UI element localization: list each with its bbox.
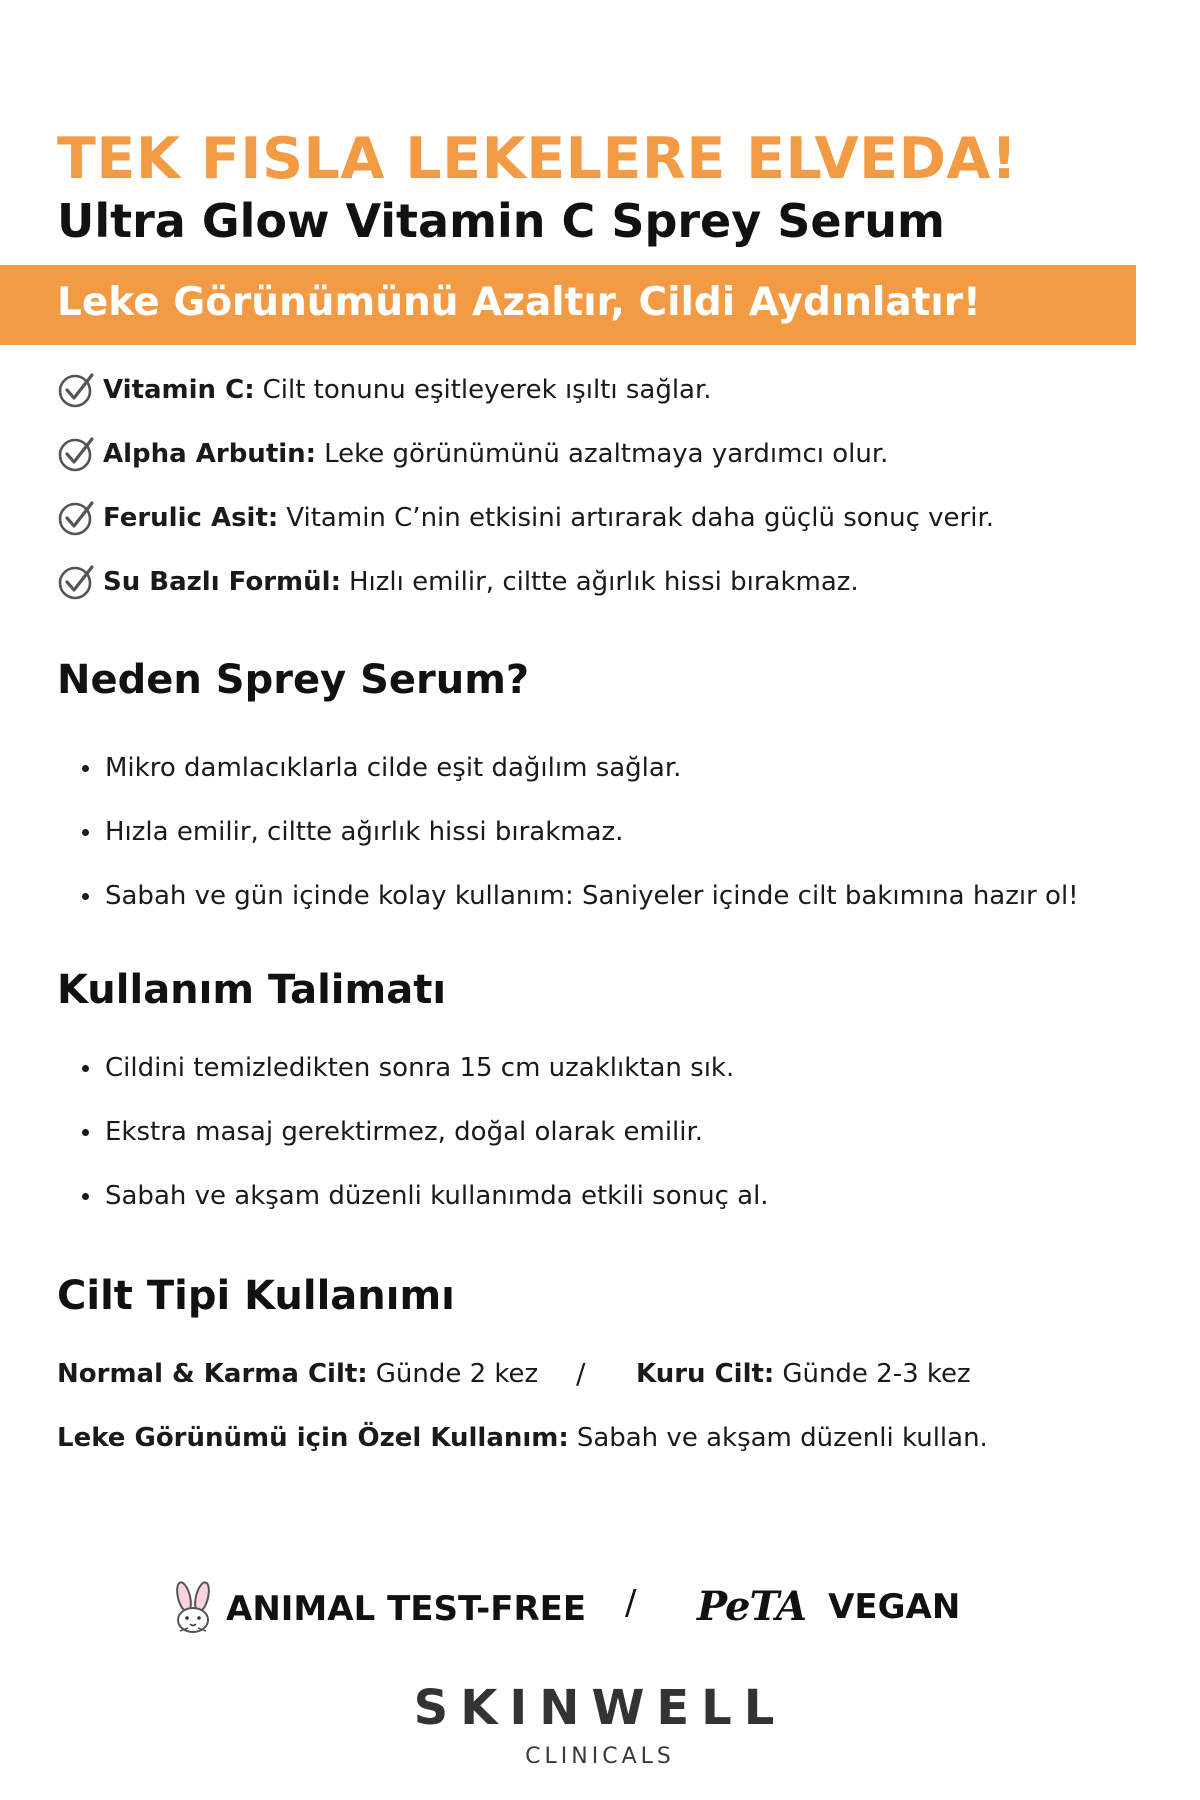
- bullet-dot: [82, 1193, 89, 1200]
- feature-label: Ferulic Asit:: [103, 503, 279, 533]
- feature-item: [57, 493, 994, 543]
- bullet-dot: [82, 765, 89, 772]
- animal-test-free-text: ANIMAL TEST-FREE: [226, 1589, 587, 1629]
- section-title-why-spray: Neden Sprey Serum?: [57, 657, 530, 703]
- peta-logo: PeTA: [697, 1583, 807, 1630]
- list-item: [82, 881, 1079, 911]
- peta-vegan-badge: [697, 1583, 960, 1630]
- feature-item: [57, 557, 859, 607]
- feature-label: Vitamin C:: [103, 375, 255, 405]
- brand-sub: CLINICALS: [525, 1744, 675, 1769]
- check-circle-icon: [57, 370, 97, 410]
- feature-text: Vitamin C’nin etkisini artırarak daha güçlü sonuç verir.: [286, 503, 995, 533]
- feature-text: Leke görünümünü azaltmaya yardımcı olur.: [324, 439, 889, 469]
- vegan-text: VEGAN: [828, 1586, 961, 1627]
- bullet-dot: [82, 1129, 89, 1136]
- headline: TEK FISLA LEKELERE ELVEDA!: [57, 126, 1018, 192]
- list-item-text: Hızla emilir, ciltte ağırlık hissi bırakmaz.: [105, 817, 624, 847]
- bullet-dot: [82, 829, 89, 836]
- check-circle-icon: [57, 562, 97, 602]
- list-item-text: Sabah ve akşam düzenli kullanımda etkili sonuç al.: [105, 1181, 769, 1211]
- usage-label: Leke Görünümü için Özel Kullanım:: [57, 1423, 569, 1453]
- usage-label: Kuru Cilt:: [636, 1359, 775, 1389]
- feature-label: Alpha Arbutin:: [103, 439, 317, 469]
- product-name: Ultra Glow Vitamin C Sprey Serum: [57, 194, 945, 248]
- list-item-text: Ekstra masaj gerektirmez, doğal olarak emilir.: [105, 1117, 704, 1147]
- list-item: [82, 753, 681, 783]
- separator: /: [576, 1357, 586, 1390]
- certification-badges: [0, 1577, 1200, 1641]
- section-title-skin-type: Cilt Tipi Kullanımı: [57, 1273, 455, 1319]
- bunny-icon: [168, 1581, 220, 1637]
- feature-text: Hızlı emilir, ciltte ağırlık hissi bırakmaz.: [348, 567, 859, 597]
- usage-label: Normal & Karma Cilt:: [57, 1359, 368, 1389]
- bullet-dot: [82, 1065, 89, 1072]
- list-item-text: Sabah ve gün içinde kolay kullanım: Saniyeler içinde cilt bakımına hazır ol!: [105, 881, 1079, 911]
- check-circle-icon: [57, 434, 97, 474]
- list-item: [82, 817, 623, 847]
- feature-item: [57, 429, 888, 479]
- animal-test-free-badge: [168, 1581, 586, 1637]
- skin-usage-normal: [57, 1359, 538, 1389]
- feature-text: Cilt tonunu eşitleyerek ışıltı sağlar.: [262, 375, 712, 405]
- section-title-instructions: Kullanım Talimatı: [57, 967, 447, 1013]
- feature-item: [57, 365, 712, 415]
- usage-value: Sabah ve akşam düzenli kullan.: [576, 1423, 988, 1453]
- skin-usage-dry: [636, 1359, 971, 1389]
- banner: [0, 265, 1136, 345]
- skin-usage-special: [57, 1423, 988, 1453]
- usage-value: Günde 2 kez: [375, 1359, 539, 1389]
- brand-logo: SKINWELL: [413, 1680, 787, 1736]
- list-item-text: Mikro damlacıklarla cilde eşit dağılım sağlar.: [105, 753, 682, 783]
- list-item-text: Cildini temizledikten sonra 15 cm uzaklıktan sık.: [105, 1053, 735, 1083]
- bullet-dot: [82, 893, 89, 900]
- usage-value: Günde 2-3 kez: [782, 1359, 971, 1389]
- banner-text: Leke Görünümünü Azaltır, Cildi Aydınlatır!: [57, 280, 981, 325]
- list-item: [82, 1053, 734, 1083]
- list-item: [82, 1117, 703, 1147]
- separator: /: [625, 1583, 637, 1623]
- feature-label: Su Bazlı Formül:: [103, 567, 341, 597]
- list-item: [82, 1181, 769, 1211]
- check-circle-icon: [57, 498, 97, 538]
